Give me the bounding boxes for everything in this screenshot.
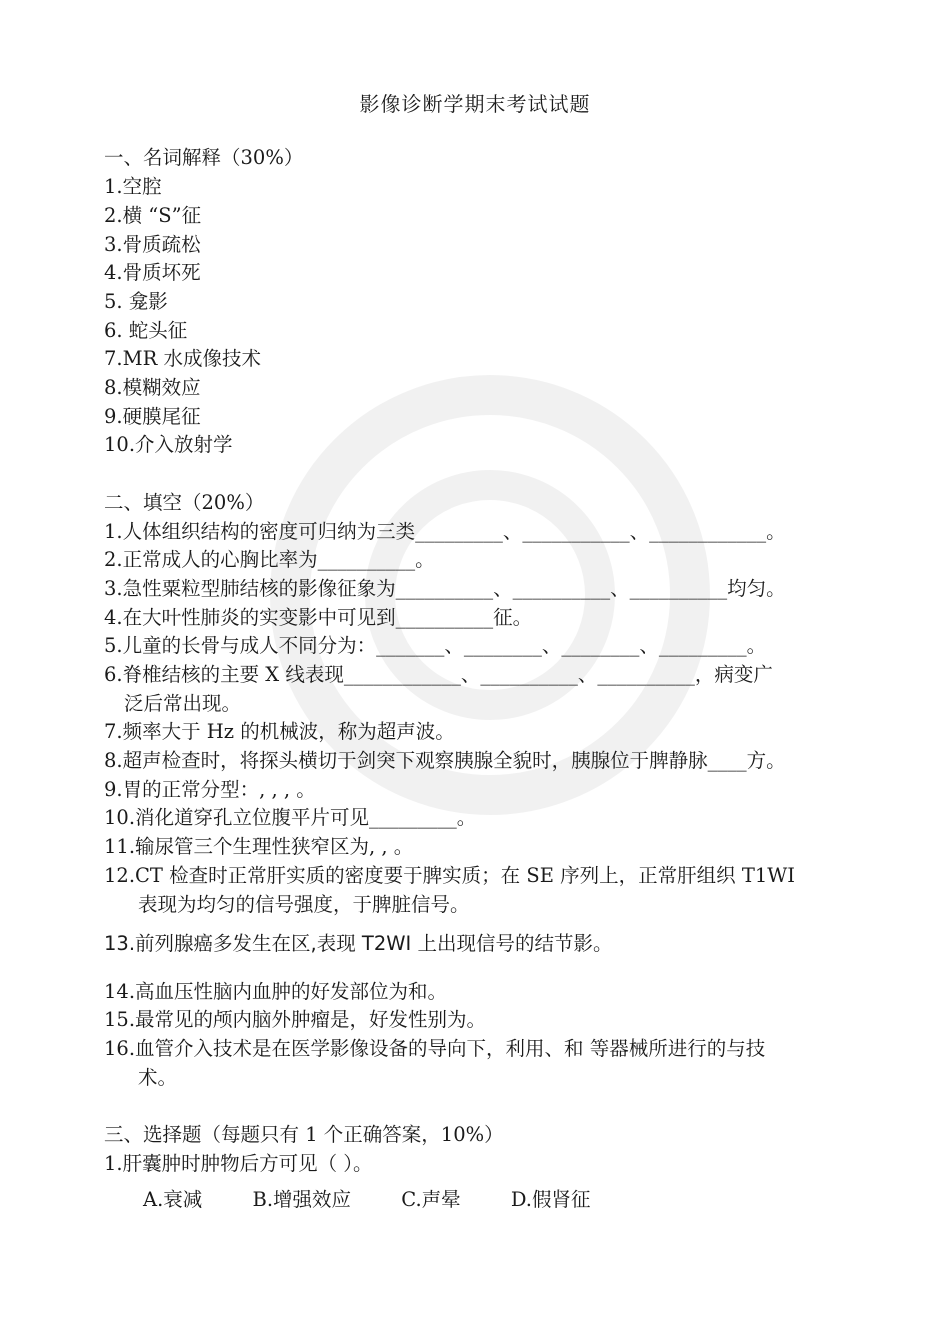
fill-blank-continuation: 泛后常出现。 xyxy=(124,692,242,715)
fill-blank-question: 14.高血压性脑内血肿的好发部位为和。 xyxy=(104,980,448,1003)
fill-blank-question: 6.脊椎结核的主要 X 线表现____________、__________、__________，病变广 xyxy=(104,663,773,686)
option-a: A.衰减 xyxy=(143,1188,203,1211)
term-item: 6. 蛇头征 xyxy=(104,319,188,342)
term-item: 7.MR 水成像技术 xyxy=(104,347,261,370)
choice-question: 1.肝囊肿时肿物后方可见（ ）。 xyxy=(104,1152,373,1175)
fill-blank-question: 10.消化道穿孔立位腹平片可见_________。 xyxy=(104,806,477,829)
term-item: 4.骨质坏死 xyxy=(104,261,201,284)
term-item: 8.模糊效应 xyxy=(104,376,201,399)
fill-blank-continuation: 表现为均匀的信号强度，于脾脏信号。 xyxy=(138,893,470,916)
fill-blank-question: 7.频率大于 Hz 的机械波，称为超声波。 xyxy=(104,720,455,743)
fill-blank-question: 3.急性粟粒型肺结核的影像征象为__________、__________、__________均匀。 xyxy=(104,577,786,600)
option-c: C.声晕 xyxy=(401,1188,461,1211)
fill-blank-continuation: 术。 xyxy=(138,1066,178,1089)
term-item: 9.硬膜尾征 xyxy=(104,405,201,428)
section2-heading: 二、填空（20%） xyxy=(104,491,265,514)
fill-blank-question: 4.在大叶性肺炎的实变影中可见到__________征。 xyxy=(104,606,533,629)
term-item: 1.空腔 xyxy=(104,175,162,198)
section3-heading: 三、选择题（每题只有 1 个正确答案，10%） xyxy=(104,1123,504,1146)
fill-blank-question: 11.输尿管三个生理性狭窄区为, , 。 xyxy=(104,835,414,858)
fill-blank-question: 8.超声检查时，将探头横切于剑突下观察胰腺全貌时，胰腺位于脾静脉____方。 xyxy=(104,749,786,772)
fill-blank-question: 12.CT 检查时正常肝实质的密度要于脾实质；在 SE 序列上，正常肝组织 T1WI xyxy=(104,864,795,887)
fill-blank-question: 5.儿童的长骨与成人不同分为：_______、________、________、_________。 xyxy=(104,634,767,657)
exam-title: 影像诊断学期末考试试题 xyxy=(359,92,591,116)
term-item: 10.介入放射学 xyxy=(104,433,233,456)
fill-blank-question: 2.正常成人的心胸比率为__________。 xyxy=(104,548,435,571)
term-item: 5. 龛影 xyxy=(104,290,168,313)
choice-options xyxy=(143,1184,635,1212)
fill-blank-question: 1.人体组织结构的密度可归纳为三类_________、___________、____________。 xyxy=(104,520,786,543)
option-b: B.增强效应 xyxy=(252,1188,352,1211)
fill-blank-question: 13.前列腺癌多发生在区,表现 T2WI 上出现信号的结节影。 xyxy=(104,932,613,955)
term-item: 3.骨质疏松 xyxy=(104,233,201,256)
option-d: D.假肾征 xyxy=(510,1188,591,1211)
fill-blank-question: 15.最常见的颅内脑外肿瘤是，好发性别为。 xyxy=(104,1008,487,1031)
fill-blank-question: 9.胃的正常分型：, , , 。 xyxy=(104,778,316,801)
fill-blank-question: 16.血管介入技术是在医学影像设备的导向下，利用、和 等器械所进行的与技 xyxy=(104,1037,766,1060)
term-item: 2.横 “S”征 xyxy=(104,204,202,227)
section1-heading: 一、名词解释（30%） xyxy=(104,146,304,169)
